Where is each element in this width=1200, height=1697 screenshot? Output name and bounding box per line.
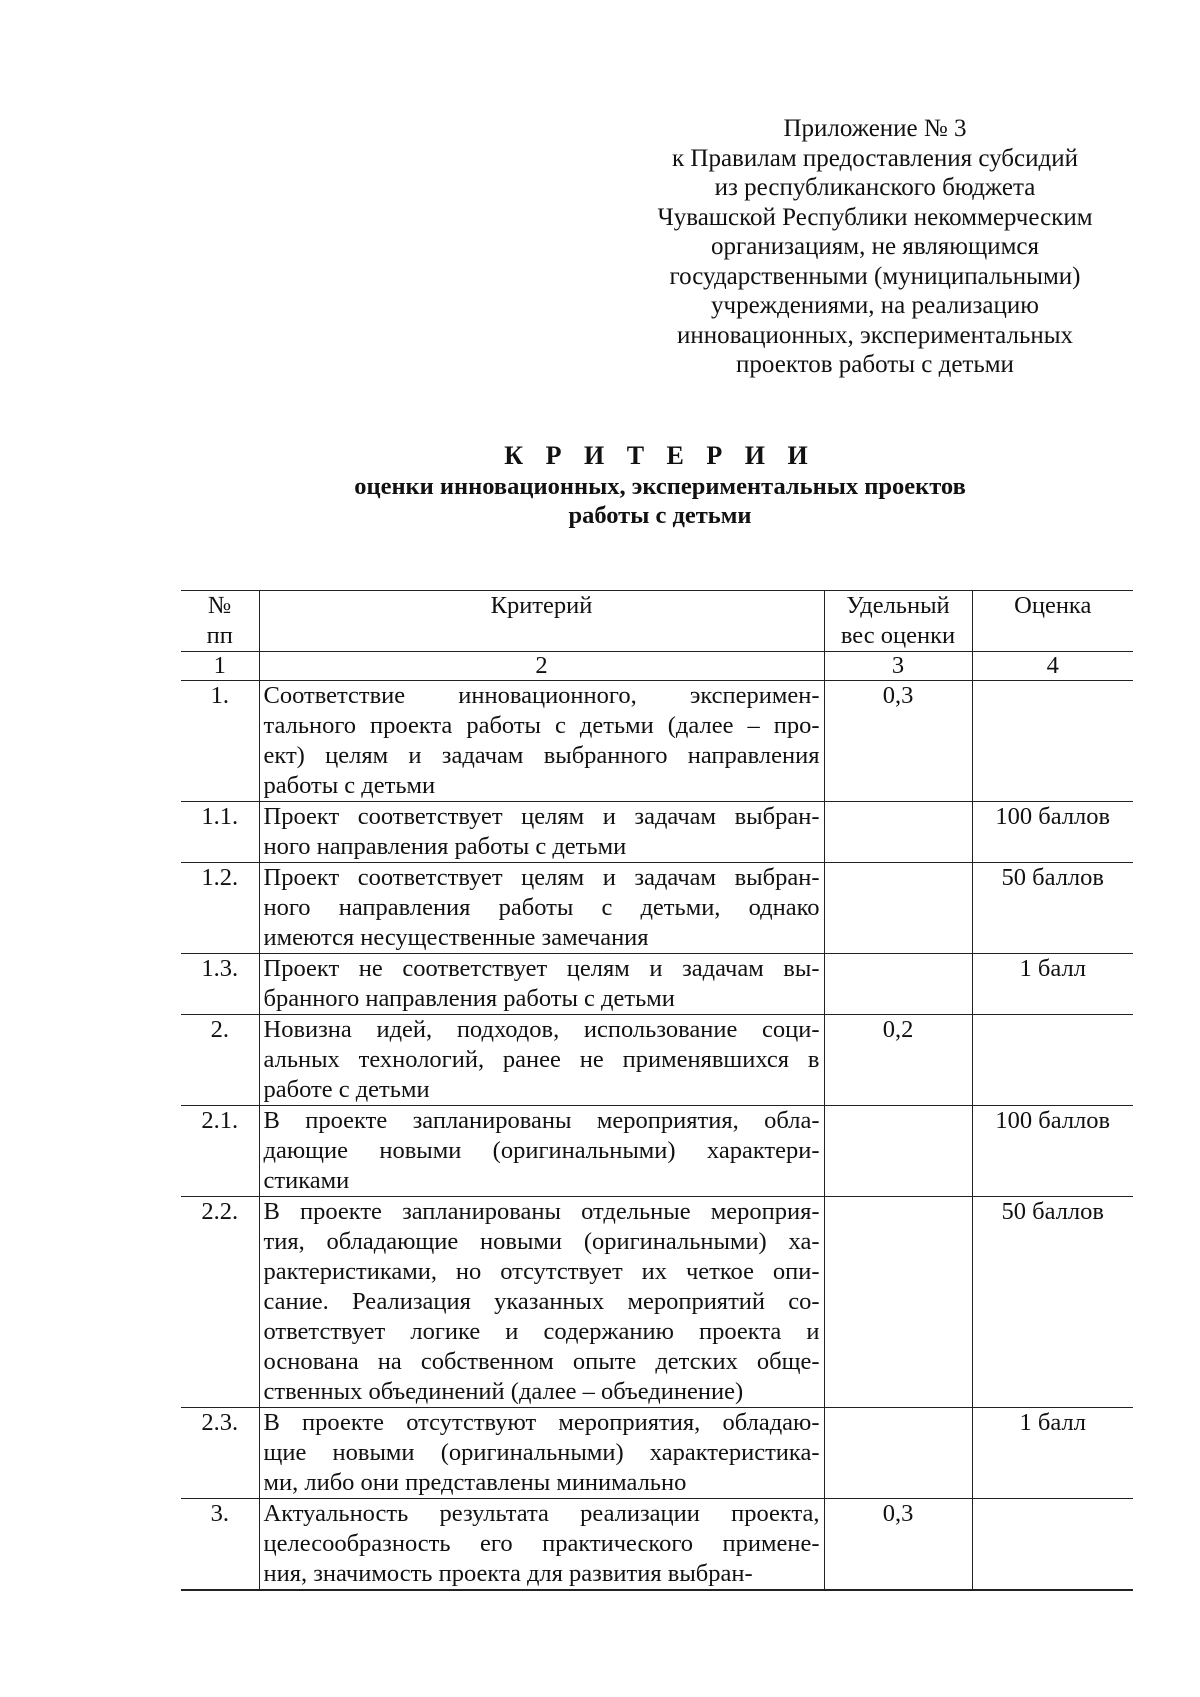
criterion-line: Проект соответствует целям и задачам выбран- xyxy=(263,864,820,891)
row-criterion xyxy=(259,802,824,863)
criterion-line: тия, обладающие новыми (оригинальными) ха- xyxy=(263,1228,820,1255)
criterion-line: ного направления работы с детьми xyxy=(263,833,627,860)
criterion-line: ния, значимость проекта для развития выбран- xyxy=(263,1560,753,1587)
column-index: 4 xyxy=(972,652,1133,681)
row-criterion xyxy=(259,1015,824,1106)
row-number: 1.3. xyxy=(181,954,259,1015)
criterion-line: В проекте отсутствуют мероприятия, обладаю- xyxy=(263,1409,820,1436)
row-weight: 0,3 xyxy=(824,681,972,802)
row-number: 2.1. xyxy=(181,1106,259,1197)
row-score: 1 балл xyxy=(972,954,1133,1015)
criterion-line: Новизна идей, подходов, использование соци- xyxy=(263,1016,820,1043)
row-weight: 0,3 xyxy=(824,1499,972,1591)
criterion-line: бранного направления работы с детьми xyxy=(263,985,675,1012)
row-score: 1 балл xyxy=(972,1408,1133,1499)
appendix-line: Приложение № 3 xyxy=(783,115,967,142)
row-weight: 0,2 xyxy=(824,1015,972,1106)
criterion-line: дающие новыми (оригинальными) характери- xyxy=(263,1137,820,1164)
row-criterion xyxy=(259,1408,824,1499)
title-subtitle-line-2: работы с детьми xyxy=(568,502,752,529)
appendix-line: государственными (муниципальными) xyxy=(669,262,1081,290)
row-criterion xyxy=(259,1106,824,1197)
row-weight xyxy=(824,863,972,954)
row-number: 2.2. xyxy=(181,1197,259,1408)
row-weight xyxy=(824,1197,972,1408)
table-row xyxy=(181,802,1133,863)
header-number-line: № xyxy=(208,592,232,619)
criterion-line: ми, либо они представлены минимально xyxy=(263,1469,687,1496)
header-criterion: Критерий xyxy=(259,591,824,652)
row-score: 100 баллов xyxy=(972,1106,1133,1197)
criterion-line: Актуальность результата реализации проекта, xyxy=(263,1500,820,1527)
criterion-line: работе с детьми xyxy=(263,1076,430,1103)
appendix-line: к Правилам предоставления субсидий xyxy=(672,144,1078,172)
header-weight-line: Удельный xyxy=(846,592,950,619)
row-weight xyxy=(824,1408,972,1499)
appendix-line: проектов работы с детьми xyxy=(736,351,1014,378)
criterion-line: стиками xyxy=(263,1167,350,1194)
criterion-line: ответствует логике и содержанию проекта и xyxy=(263,1318,820,1345)
criterion-line: Проект не соответствует целям и задачам вы- xyxy=(263,955,820,982)
row-number: 1.1. xyxy=(181,802,259,863)
criterion-line: ект) целям и задачам выбранного направления xyxy=(263,742,820,769)
header-weight xyxy=(824,591,972,652)
row-criterion xyxy=(259,1499,824,1591)
row-weight xyxy=(824,1106,972,1197)
criterion-line: ного направления работы с детьми, однако xyxy=(263,894,820,921)
appendix-line: инновационных, экспериментальных xyxy=(676,321,1074,349)
column-index: 3 xyxy=(824,652,972,681)
header-score: Оценка xyxy=(972,591,1133,652)
table-row xyxy=(181,954,1133,1015)
column-index: 2 xyxy=(259,652,824,681)
row-weight xyxy=(824,954,972,1015)
row-score xyxy=(972,1499,1133,1591)
criterion-line: сание. Реализация указанных мероприятий со- xyxy=(263,1288,820,1315)
header-weight-line: вес оценки xyxy=(840,622,956,649)
criterion-line: имеются несущественные замечания xyxy=(263,924,649,951)
table-row xyxy=(181,681,1133,802)
row-number: 2.3. xyxy=(181,1408,259,1499)
appendix-header xyxy=(640,114,1110,380)
criterion-line: щие новыми (оригинальными) характеристика- xyxy=(263,1439,820,1466)
table-row xyxy=(181,1106,1133,1197)
row-score: 50 баллов xyxy=(972,1197,1133,1408)
title-main: К Р И Т Е Р И И xyxy=(504,441,816,470)
table-row xyxy=(181,863,1133,954)
criterion-line: основана на собственном опыте детских обще- xyxy=(263,1348,820,1375)
criterion-line: работы с детьми xyxy=(263,772,436,799)
criterion-line: ственных объединений (далее – объединение) xyxy=(263,1378,744,1405)
criterion-line: Соответствие инновационного, эксперимен- xyxy=(263,682,820,709)
table-row xyxy=(181,1015,1133,1106)
header-number xyxy=(181,591,259,652)
table-row xyxy=(181,1499,1133,1591)
row-criterion xyxy=(259,681,824,802)
row-weight xyxy=(824,802,972,863)
criterion-line: тального проекта работы с детьми (далее – про- xyxy=(263,712,820,739)
column-index: 1 xyxy=(181,652,259,681)
criteria-rows xyxy=(181,681,1133,1591)
row-score xyxy=(972,681,1133,802)
column-index-row xyxy=(181,652,1133,681)
header-number-line: пп xyxy=(206,622,233,649)
criteria-table xyxy=(181,590,1133,1591)
row-criterion xyxy=(259,863,824,954)
row-number: 1.2. xyxy=(181,863,259,954)
criterion-line: Проект соответствует целям и задачам выбран- xyxy=(263,803,820,830)
appendix-line: организациям, не являющимся xyxy=(710,233,1040,260)
criterion-line: рактеристиками, но отсутствует их четкое опи- xyxy=(263,1258,820,1285)
row-criterion xyxy=(259,954,824,1015)
title-subtitle-line-1: оценки инновационных, экспериментальных проектов xyxy=(354,473,966,500)
criterion-line: В проекте запланированы мероприятия, обла- xyxy=(263,1107,820,1134)
table-header-row xyxy=(181,591,1133,652)
document-title xyxy=(180,440,1140,530)
criterion-line: целесообразность его практического примене- xyxy=(263,1530,820,1557)
appendix-line: Чувашской Республики некоммерческим xyxy=(657,203,1093,231)
row-score: 50 баллов xyxy=(972,863,1133,954)
appendix-line: из республиканского бюджета xyxy=(714,174,1036,201)
criterion-line: альных технологий, ранее не применявшихся в xyxy=(263,1046,820,1073)
appendix-line: учреждениями, на реализацию xyxy=(711,292,1039,319)
row-score: 100 баллов xyxy=(972,802,1133,863)
table-row xyxy=(181,1197,1133,1408)
row-criterion xyxy=(259,1197,824,1408)
criterion-line: В проекте запланированы отдельные мероприя- xyxy=(263,1198,820,1225)
row-number: 2. xyxy=(181,1015,259,1106)
row-number: 1. xyxy=(181,681,259,802)
row-score xyxy=(972,1015,1133,1106)
table-row xyxy=(181,1408,1133,1499)
row-number: 3. xyxy=(181,1499,259,1591)
